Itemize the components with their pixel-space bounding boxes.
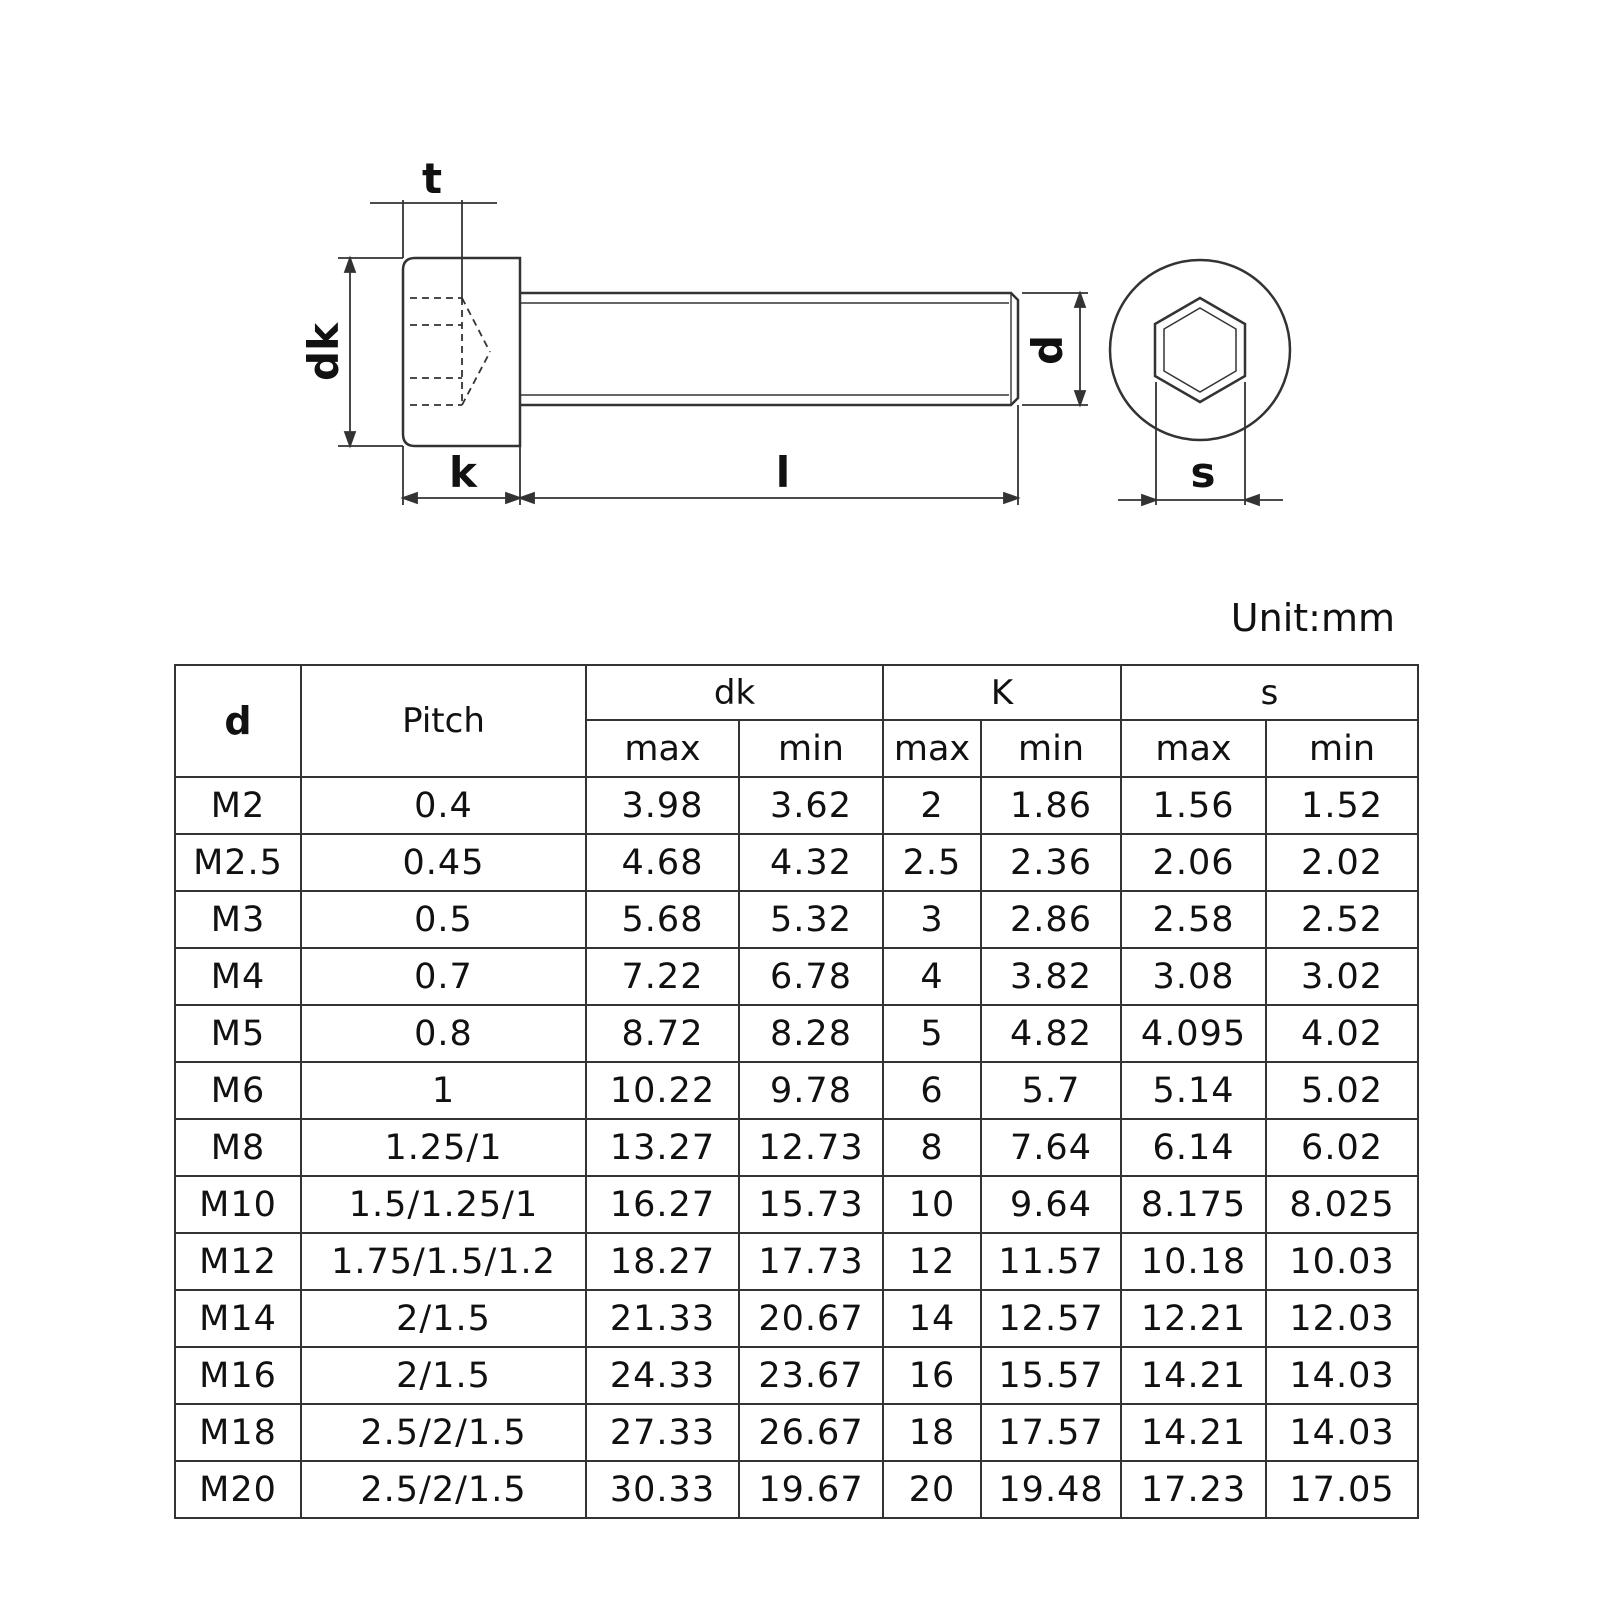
cell-s-min: 14.03 <box>1266 1347 1418 1404</box>
cell-k-min: 9.64 <box>981 1176 1121 1233</box>
cell-dk-min: 4.32 <box>739 834 883 891</box>
cell-s-max: 2.06 <box>1121 834 1266 891</box>
cell-pitch: 2/1.5 <box>301 1290 586 1347</box>
cell-s-max: 2.58 <box>1121 891 1266 948</box>
cell-s-min: 5.02 <box>1266 1062 1418 1119</box>
cell-s-min: 17.05 <box>1266 1461 1418 1518</box>
cell-dk-min: 3.62 <box>739 777 883 834</box>
header-k-min: min <box>981 720 1121 777</box>
cell-s-min: 14.03 <box>1266 1404 1418 1461</box>
table-row <box>175 1404 1418 1461</box>
label-dk: dk <box>299 323 348 381</box>
cell-s-min: 1.52 <box>1266 777 1418 834</box>
cell-k-max: 2.5 <box>883 834 981 891</box>
cell-k-max: 10 <box>883 1176 981 1233</box>
cell-s-max: 14.21 <box>1121 1404 1266 1461</box>
label-s: s <box>1190 448 1216 497</box>
header-dk-min: min <box>739 720 883 777</box>
cell-pitch: 1 <box>301 1062 586 1119</box>
label-d: d <box>1023 334 1072 366</box>
cell-d: M4 <box>175 948 301 1005</box>
cell-k-min: 15.57 <box>981 1347 1121 1404</box>
cell-dk-min: 20.67 <box>739 1290 883 1347</box>
cell-pitch: 2.5/2/1.5 <box>301 1461 586 1518</box>
cell-dk-max: 24.33 <box>586 1347 739 1404</box>
cell-k-min: 12.57 <box>981 1290 1121 1347</box>
cell-s-min: 3.02 <box>1266 948 1418 1005</box>
table-row <box>175 834 1418 891</box>
cell-k-min: 7.64 <box>981 1119 1121 1176</box>
cell-d: M18 <box>175 1404 301 1461</box>
cell-d: M2.5 <box>175 834 301 891</box>
table-row <box>175 1290 1418 1347</box>
screw-drawing <box>0 0 1600 560</box>
cell-dk-min: 26.67 <box>739 1404 883 1461</box>
header-k-max: max <box>883 720 981 777</box>
cell-s-max: 6.14 <box>1121 1119 1266 1176</box>
header-k: K <box>883 665 1121 720</box>
cell-k-max: 8 <box>883 1119 981 1176</box>
label-k: k <box>449 448 477 497</box>
header-s: s <box>1121 665 1418 720</box>
cell-dk-max: 10.22 <box>586 1062 739 1119</box>
header-pitch: Pitch <box>301 665 586 777</box>
table-row <box>175 1062 1418 1119</box>
cell-dk-max: 7.22 <box>586 948 739 1005</box>
cell-dk-max: 27.33 <box>586 1404 739 1461</box>
screw-shank-outline <box>520 293 1018 405</box>
cell-k-max: 3 <box>883 891 981 948</box>
table-row <box>175 948 1418 1005</box>
socket-hidden-lines <box>410 298 490 405</box>
label-t: t <box>421 154 443 203</box>
cell-k-min: 5.7 <box>981 1062 1121 1119</box>
unit-label: Unit:mm <box>1230 596 1395 640</box>
table-row <box>175 1461 1418 1518</box>
cell-dk-max: 21.33 <box>586 1290 739 1347</box>
cell-s-max: 14.21 <box>1121 1347 1266 1404</box>
cell-dk-max: 16.27 <box>586 1176 739 1233</box>
header-s-min: min <box>1266 720 1418 777</box>
cell-k-max: 4 <box>883 948 981 1005</box>
cell-k-min: 1.86 <box>981 777 1121 834</box>
cell-k-min: 4.82 <box>981 1005 1121 1062</box>
table-row <box>175 777 1418 834</box>
cell-pitch: 1.75/1.5/1.2 <box>301 1233 586 1290</box>
cell-dk-max: 30.33 <box>586 1461 739 1518</box>
cell-dk-min: 12.73 <box>739 1119 883 1176</box>
header-s-max: max <box>1121 720 1266 777</box>
cell-d: M16 <box>175 1347 301 1404</box>
head-end-view-circle <box>1110 260 1290 440</box>
cell-dk-min: 5.32 <box>739 891 883 948</box>
cell-s-max: 5.14 <box>1121 1062 1266 1119</box>
table-header-row <box>175 665 1418 720</box>
cell-dk-max: 18.27 <box>586 1233 739 1290</box>
cell-d: M10 <box>175 1176 301 1233</box>
cell-pitch: 0.5 <box>301 891 586 948</box>
cell-dk-min: 15.73 <box>739 1176 883 1233</box>
cell-s-max: 12.21 <box>1121 1290 1266 1347</box>
cell-pitch: 0.45 <box>301 834 586 891</box>
table-row <box>175 1347 1418 1404</box>
cell-d: M6 <box>175 1062 301 1119</box>
cell-k-max: 2 <box>883 777 981 834</box>
table-row <box>175 1233 1418 1290</box>
cell-d: M2 <box>175 777 301 834</box>
cell-dk-min: 9.78 <box>739 1062 883 1119</box>
cell-dk-max: 5.68 <box>586 891 739 948</box>
spec-table <box>174 664 1419 1519</box>
cell-k-max: 6 <box>883 1062 981 1119</box>
cell-s-max: 3.08 <box>1121 948 1266 1005</box>
cell-dk-max: 4.68 <box>586 834 739 891</box>
cell-d: M5 <box>175 1005 301 1062</box>
cell-dk-min: 8.28 <box>739 1005 883 1062</box>
table-row <box>175 1176 1418 1233</box>
table-row <box>175 1119 1418 1176</box>
cell-s-min: 6.02 <box>1266 1119 1418 1176</box>
cell-pitch: 0.4 <box>301 777 586 834</box>
table-row <box>175 891 1418 948</box>
cell-d: M3 <box>175 891 301 948</box>
cell-dk-max: 13.27 <box>586 1119 739 1176</box>
header-dk: dk <box>586 665 883 720</box>
cell-pitch: 0.8 <box>301 1005 586 1062</box>
cell-pitch: 2.5/2/1.5 <box>301 1404 586 1461</box>
hex-socket-outer <box>1155 298 1245 402</box>
cell-pitch: 2/1.5 <box>301 1347 586 1404</box>
cell-dk-min: 23.67 <box>739 1347 883 1404</box>
cell-k-max: 20 <box>883 1461 981 1518</box>
cell-s-min: 4.02 <box>1266 1005 1418 1062</box>
hex-socket-inner <box>1164 308 1236 392</box>
cell-dk-min: 17.73 <box>739 1233 883 1290</box>
cell-d: M12 <box>175 1233 301 1290</box>
cell-s-max: 1.56 <box>1121 777 1266 834</box>
cell-s-min: 12.03 <box>1266 1290 1418 1347</box>
cell-k-min: 17.57 <box>981 1404 1121 1461</box>
cell-k-min: 19.48 <box>981 1461 1121 1518</box>
cell-s-min: 2.02 <box>1266 834 1418 891</box>
cell-k-max: 14 <box>883 1290 981 1347</box>
header-dk-max: max <box>586 720 739 777</box>
cell-pitch: 1.5/1.25/1 <box>301 1176 586 1233</box>
cell-k-max: 5 <box>883 1005 981 1062</box>
cell-s-max: 4.095 <box>1121 1005 1266 1062</box>
cell-dk-max: 8.72 <box>586 1005 739 1062</box>
cell-k-max: 12 <box>883 1233 981 1290</box>
header-d: d <box>175 665 301 777</box>
cell-pitch: 0.7 <box>301 948 586 1005</box>
cell-s-max: 10.18 <box>1121 1233 1266 1290</box>
cell-dk-max: 3.98 <box>586 777 739 834</box>
cell-k-min: 2.36 <box>981 834 1121 891</box>
cell-pitch: 1.25/1 <box>301 1119 586 1176</box>
table-row <box>175 1005 1418 1062</box>
cell-k-min: 2.86 <box>981 891 1121 948</box>
cell-k-min: 11.57 <box>981 1233 1121 1290</box>
cell-dk-min: 6.78 <box>739 948 883 1005</box>
cell-k-max: 16 <box>883 1347 981 1404</box>
cell-d: M14 <box>175 1290 301 1347</box>
cell-k-min: 3.82 <box>981 948 1121 1005</box>
cell-s-max: 8.175 <box>1121 1176 1266 1233</box>
cell-d: M8 <box>175 1119 301 1176</box>
cell-dk-min: 19.67 <box>739 1461 883 1518</box>
cell-s-min: 2.52 <box>1266 891 1418 948</box>
label-l: l <box>775 448 791 497</box>
cell-s-max: 17.23 <box>1121 1461 1266 1518</box>
cell-s-min: 8.025 <box>1266 1176 1418 1233</box>
cell-d: M20 <box>175 1461 301 1518</box>
cell-s-min: 10.03 <box>1266 1233 1418 1290</box>
cell-k-max: 18 <box>883 1404 981 1461</box>
